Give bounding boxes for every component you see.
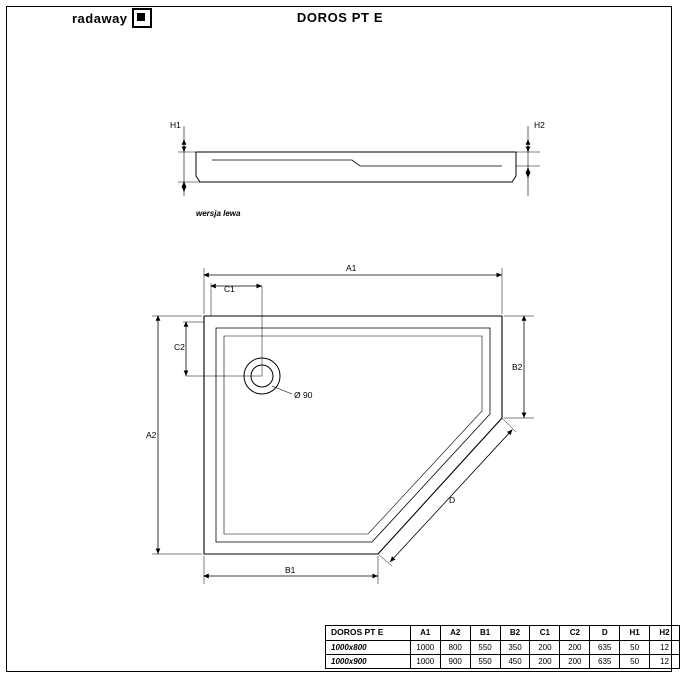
label-version-note: wersja lewa <box>196 209 241 218</box>
table-header-h2: H2 <box>650 626 680 641</box>
cell-c2: 200 <box>560 654 590 668</box>
cell-b1: 550 <box>470 654 500 668</box>
label-a1: A1 <box>346 263 357 273</box>
page-title: DOROS PT E <box>296 10 384 25</box>
label-d: D <box>449 495 456 505</box>
cell-b1: 550 <box>470 640 500 654</box>
label-h2-side: H2 <box>534 120 545 130</box>
row-name: 1000x900 <box>326 654 411 668</box>
cell-h2: 12 <box>650 654 680 668</box>
row-name: 1000x800 <box>326 640 411 654</box>
cell-b2: 450 <box>500 654 530 668</box>
cell-a1: 1000 <box>410 654 440 668</box>
table-row <box>326 640 680 654</box>
label-a2: A2 <box>146 430 157 440</box>
table-header-row <box>326 626 680 641</box>
cell-h1: 50 <box>620 654 650 668</box>
brand-name: radaway <box>72 10 128 26</box>
table-header-a2: A2 <box>440 626 470 641</box>
cell-c1: 200 <box>530 640 560 654</box>
cell-a2: 900 <box>440 654 470 668</box>
cell-a1: 1000 <box>410 640 440 654</box>
label-b1: B1 <box>285 565 296 575</box>
table-header-b2: B2 <box>500 626 530 641</box>
table-header-c1: C1 <box>530 626 560 641</box>
cell-h1: 50 <box>620 640 650 654</box>
label-drain-diameter: Ø 90 <box>294 390 313 400</box>
cell-c1: 200 <box>530 654 560 668</box>
cell-h2: 12 <box>650 640 680 654</box>
table-header-h1: H1 <box>620 626 650 641</box>
cell-c2: 200 <box>560 640 590 654</box>
specification-table <box>325 625 680 669</box>
table-header-b1: B1 <box>470 626 500 641</box>
label-h1-side: H1 <box>170 120 181 130</box>
cell-d: 635 <box>590 654 620 668</box>
label-c1: C1 <box>224 284 235 294</box>
cell-b2: 350 <box>500 640 530 654</box>
table-header-d: D <box>590 626 620 641</box>
label-c2: C2 <box>174 342 185 352</box>
table-row <box>326 654 680 668</box>
label-b2: B2 <box>512 362 523 372</box>
cell-a2: 800 <box>440 640 470 654</box>
top-view-plan <box>146 263 534 584</box>
cell-d: 635 <box>590 640 620 654</box>
table-header-c2: C2 <box>560 626 590 641</box>
table-header-a1: A1 <box>410 626 440 641</box>
side-view-profile <box>170 120 545 218</box>
table-header-name: DOROS PT E <box>326 626 411 641</box>
